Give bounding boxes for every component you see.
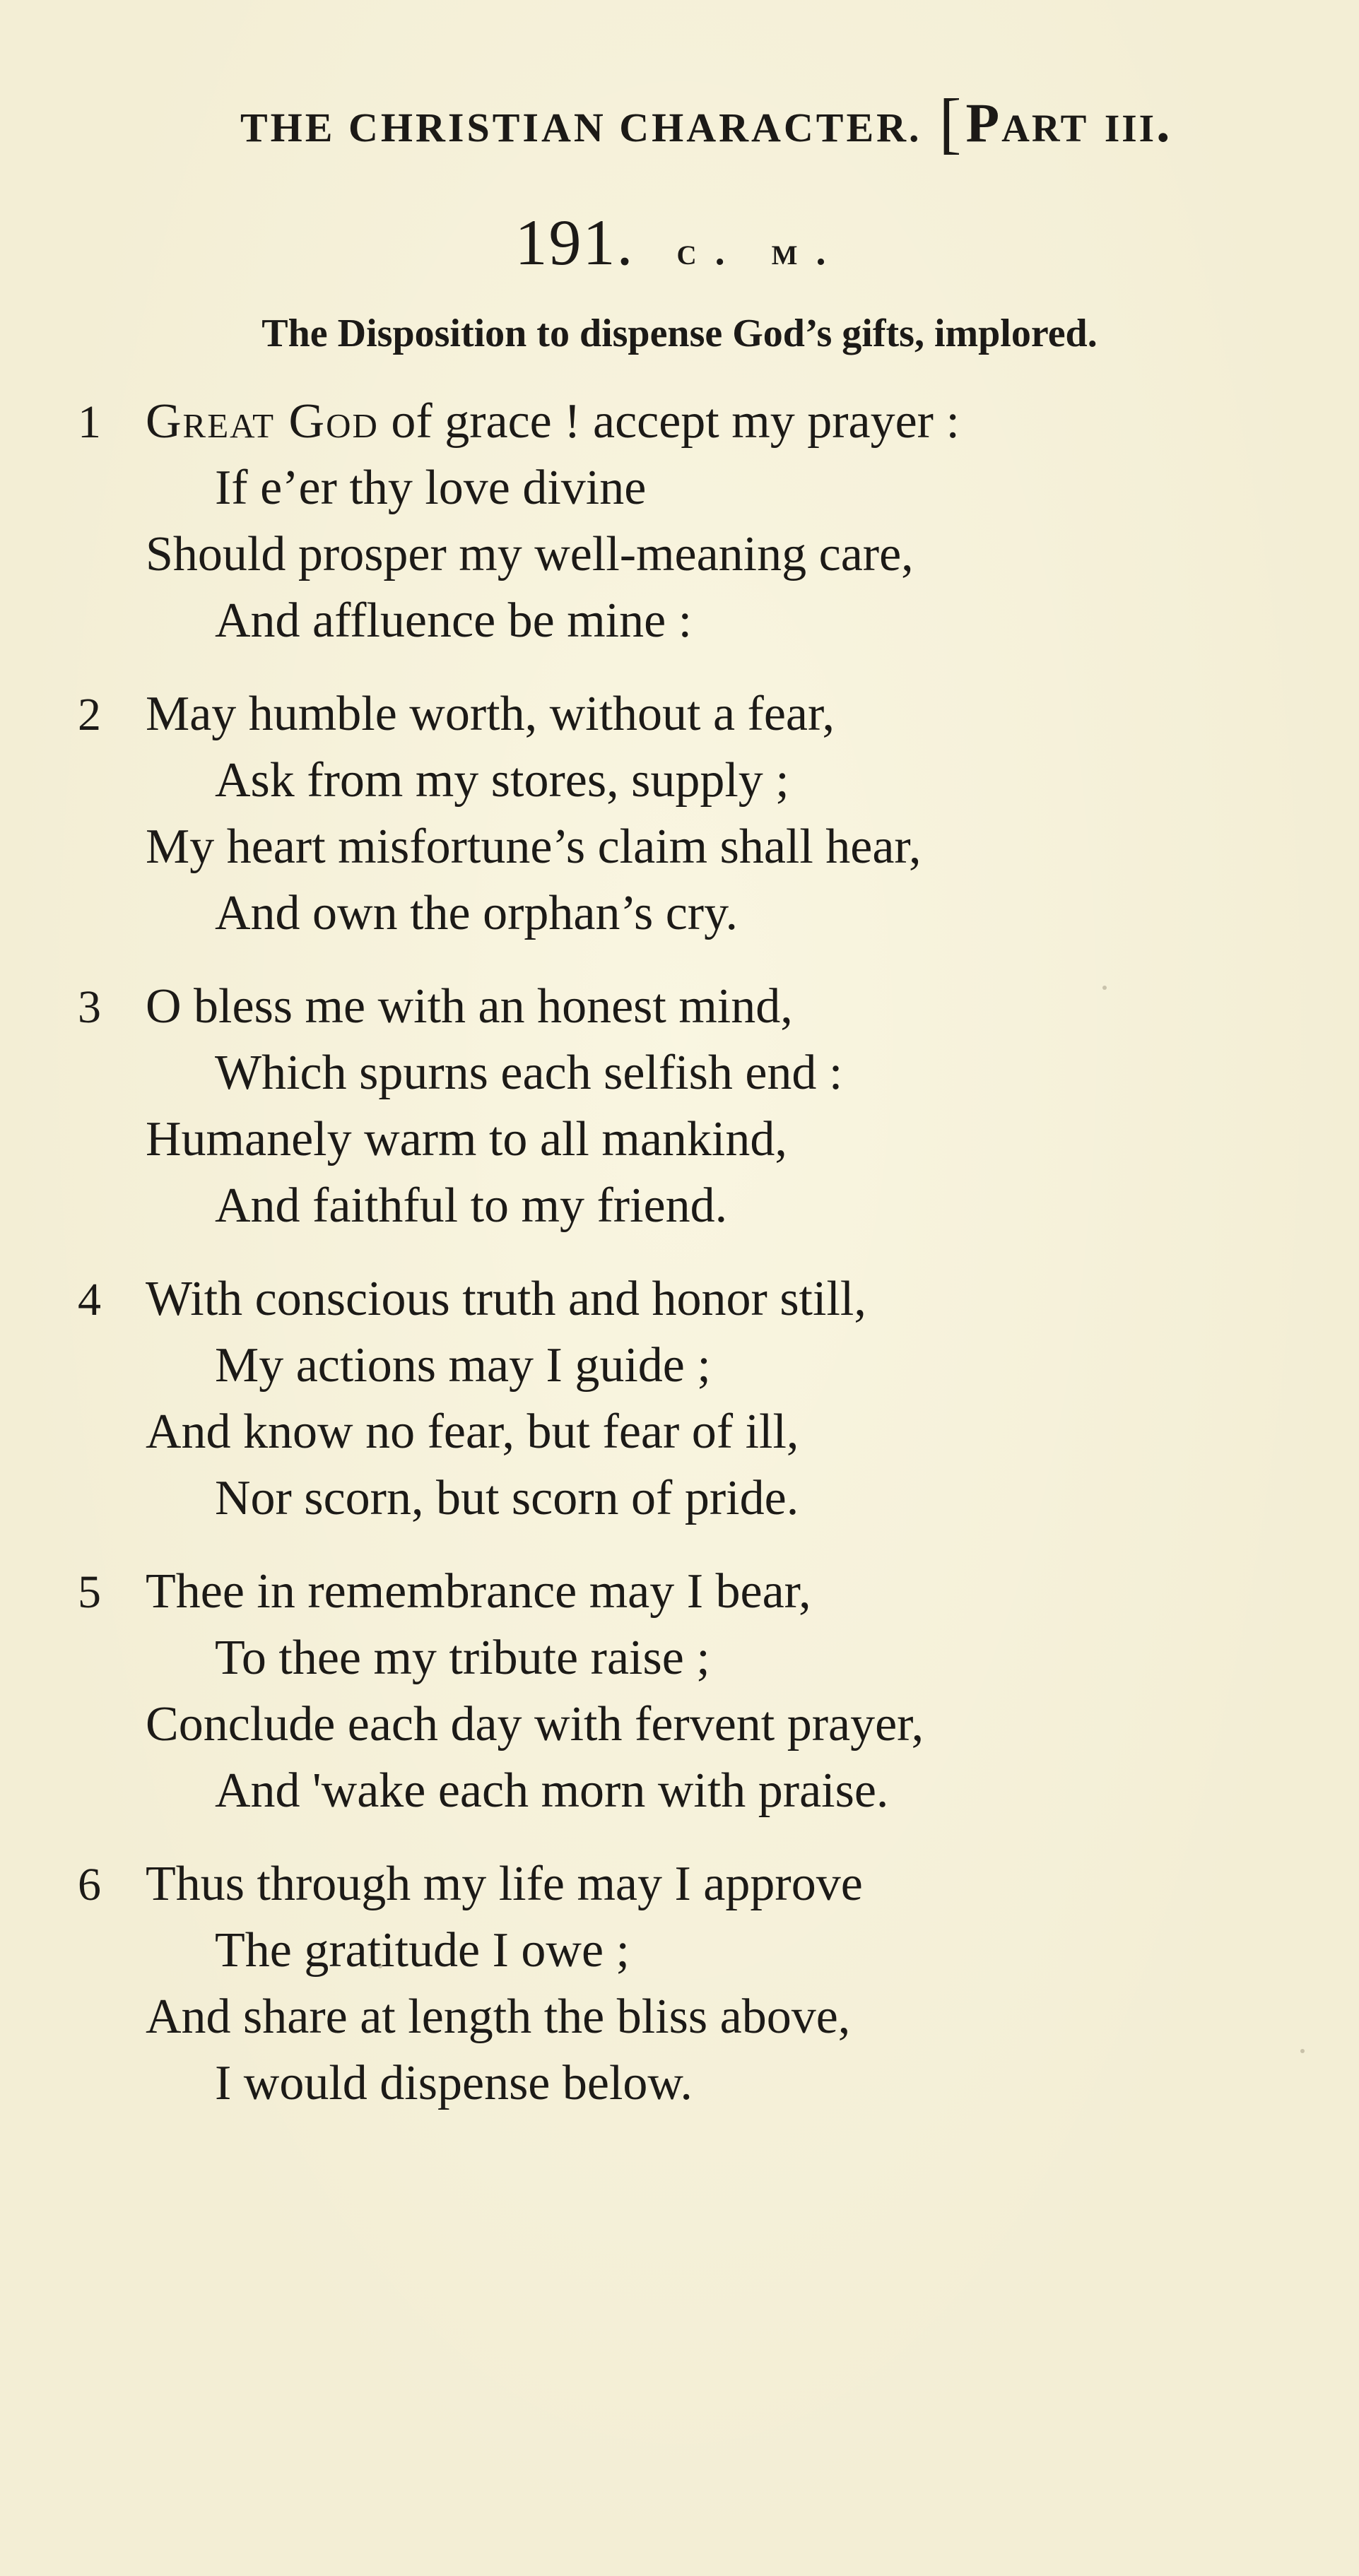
verse-line (78, 814, 1336, 880)
verse-line (78, 588, 1336, 654)
verse-line-text: Should prosper my well-meaning care, (146, 527, 914, 581)
running-head-bracket: [ (939, 85, 965, 160)
verse-line (78, 1851, 1336, 1918)
stanza (78, 974, 1336, 1239)
verse-line (78, 1465, 1336, 1532)
verse-line-text: Thus through my life may I approve (146, 1857, 863, 1911)
verse-line-text: Nor scorn, but scorn of pride. (215, 1471, 799, 1525)
paper-speck (1300, 2049, 1305, 2053)
verse-line-text: My actions may I guide ; (215, 1338, 711, 1393)
verse-line-text: I would dispense below. (215, 2056, 693, 2110)
verse-line-text: With conscious truth and honor still, (146, 1272, 866, 1326)
verse-line-text: And faithful to my friend. (215, 1178, 728, 1233)
stanza (78, 1266, 1336, 1532)
verse-line-text: The gratitude I owe ; (215, 1923, 630, 1978)
verse-line-text: And own the orphan’s cry. (215, 886, 739, 940)
verse-line (78, 748, 1336, 814)
verse-line-text: Humanely warm to all mankind, (146, 1112, 787, 1166)
verse-line (78, 1625, 1336, 1691)
verse-line-text: May humble worth, without a fear, (146, 687, 835, 741)
stanza-number: 2 (78, 689, 101, 740)
verse-line (78, 1758, 1336, 1824)
verse-line-text: O bless me with an honest mind, (146, 979, 793, 1034)
stanza (78, 681, 1336, 947)
stanza (78, 1559, 1336, 1824)
paper-speck (378, 1964, 382, 1968)
verse-line-text: Which spurns each selfish end : (215, 1046, 843, 1100)
verse-line (78, 1691, 1336, 1758)
verse-line (78, 974, 1336, 1040)
running-head (240, 83, 1343, 160)
verse-line (78, 1559, 1336, 1625)
verse-line (78, 455, 1336, 521)
verse-line (78, 1040, 1336, 1106)
paper-speck (1102, 986, 1107, 990)
verse-line (78, 1333, 1336, 1399)
verse-line-text: Conclude each day with fervent prayer, (146, 1697, 924, 1751)
verse-line-text: And 'wake each morn with praise. (215, 1763, 889, 1818)
stanza-number: 4 (78, 1274, 101, 1325)
verse-line (78, 1399, 1336, 1465)
hymn-heading (0, 205, 1359, 280)
verse-line-text: And know no fear, but fear of ill, (146, 1405, 799, 1459)
verse-line (78, 880, 1336, 947)
verse-line-lead: Great God (146, 394, 379, 449)
stanza-list (78, 389, 1336, 2144)
verse-line (78, 1266, 1336, 1333)
running-head-title: THE CHRISTIAN CHARACTER. (240, 105, 922, 150)
stanza-number: 3 (78, 981, 101, 1033)
verse-line (78, 1106, 1336, 1173)
verse-line (78, 1984, 1336, 2050)
stanza-number: 5 (78, 1566, 101, 1618)
running-head-part: Part iii. (965, 92, 1172, 153)
verse-line-text: And affluence be mine : (215, 593, 693, 648)
stanza (78, 1851, 1336, 2117)
hymn-subtitle: The Disposition to dispense God’s gifts, implored. (261, 312, 1098, 355)
verse-line (78, 1173, 1336, 1239)
hymn-meter: c. m. (676, 230, 845, 273)
verse-line-text: If e’er thy love divine (215, 461, 647, 515)
verse-line (78, 2050, 1336, 2117)
verse-line-text: To thee my tribute raise ; (215, 1631, 710, 1685)
stanza-number: 6 (78, 1859, 101, 1910)
verse-line (78, 521, 1336, 588)
verse-line-text: My heart misfortune’s claim shall hear, (146, 820, 922, 874)
stanza (78, 389, 1336, 654)
verse-line-text: Ask from my stores, supply ; (215, 753, 789, 808)
verse-line-text: of grace ! accept my prayer : (378, 394, 960, 449)
stanza-number: 1 (78, 396, 101, 448)
verse-line-text: And share at length the bliss above, (146, 1990, 851, 2044)
verse-line (78, 681, 1336, 748)
verse-line (78, 389, 1336, 455)
verse-line-text: Thee in remembrance may I bear, (146, 1564, 811, 1619)
hymn-number: 191. (514, 206, 635, 278)
verse-line (78, 1918, 1336, 1984)
